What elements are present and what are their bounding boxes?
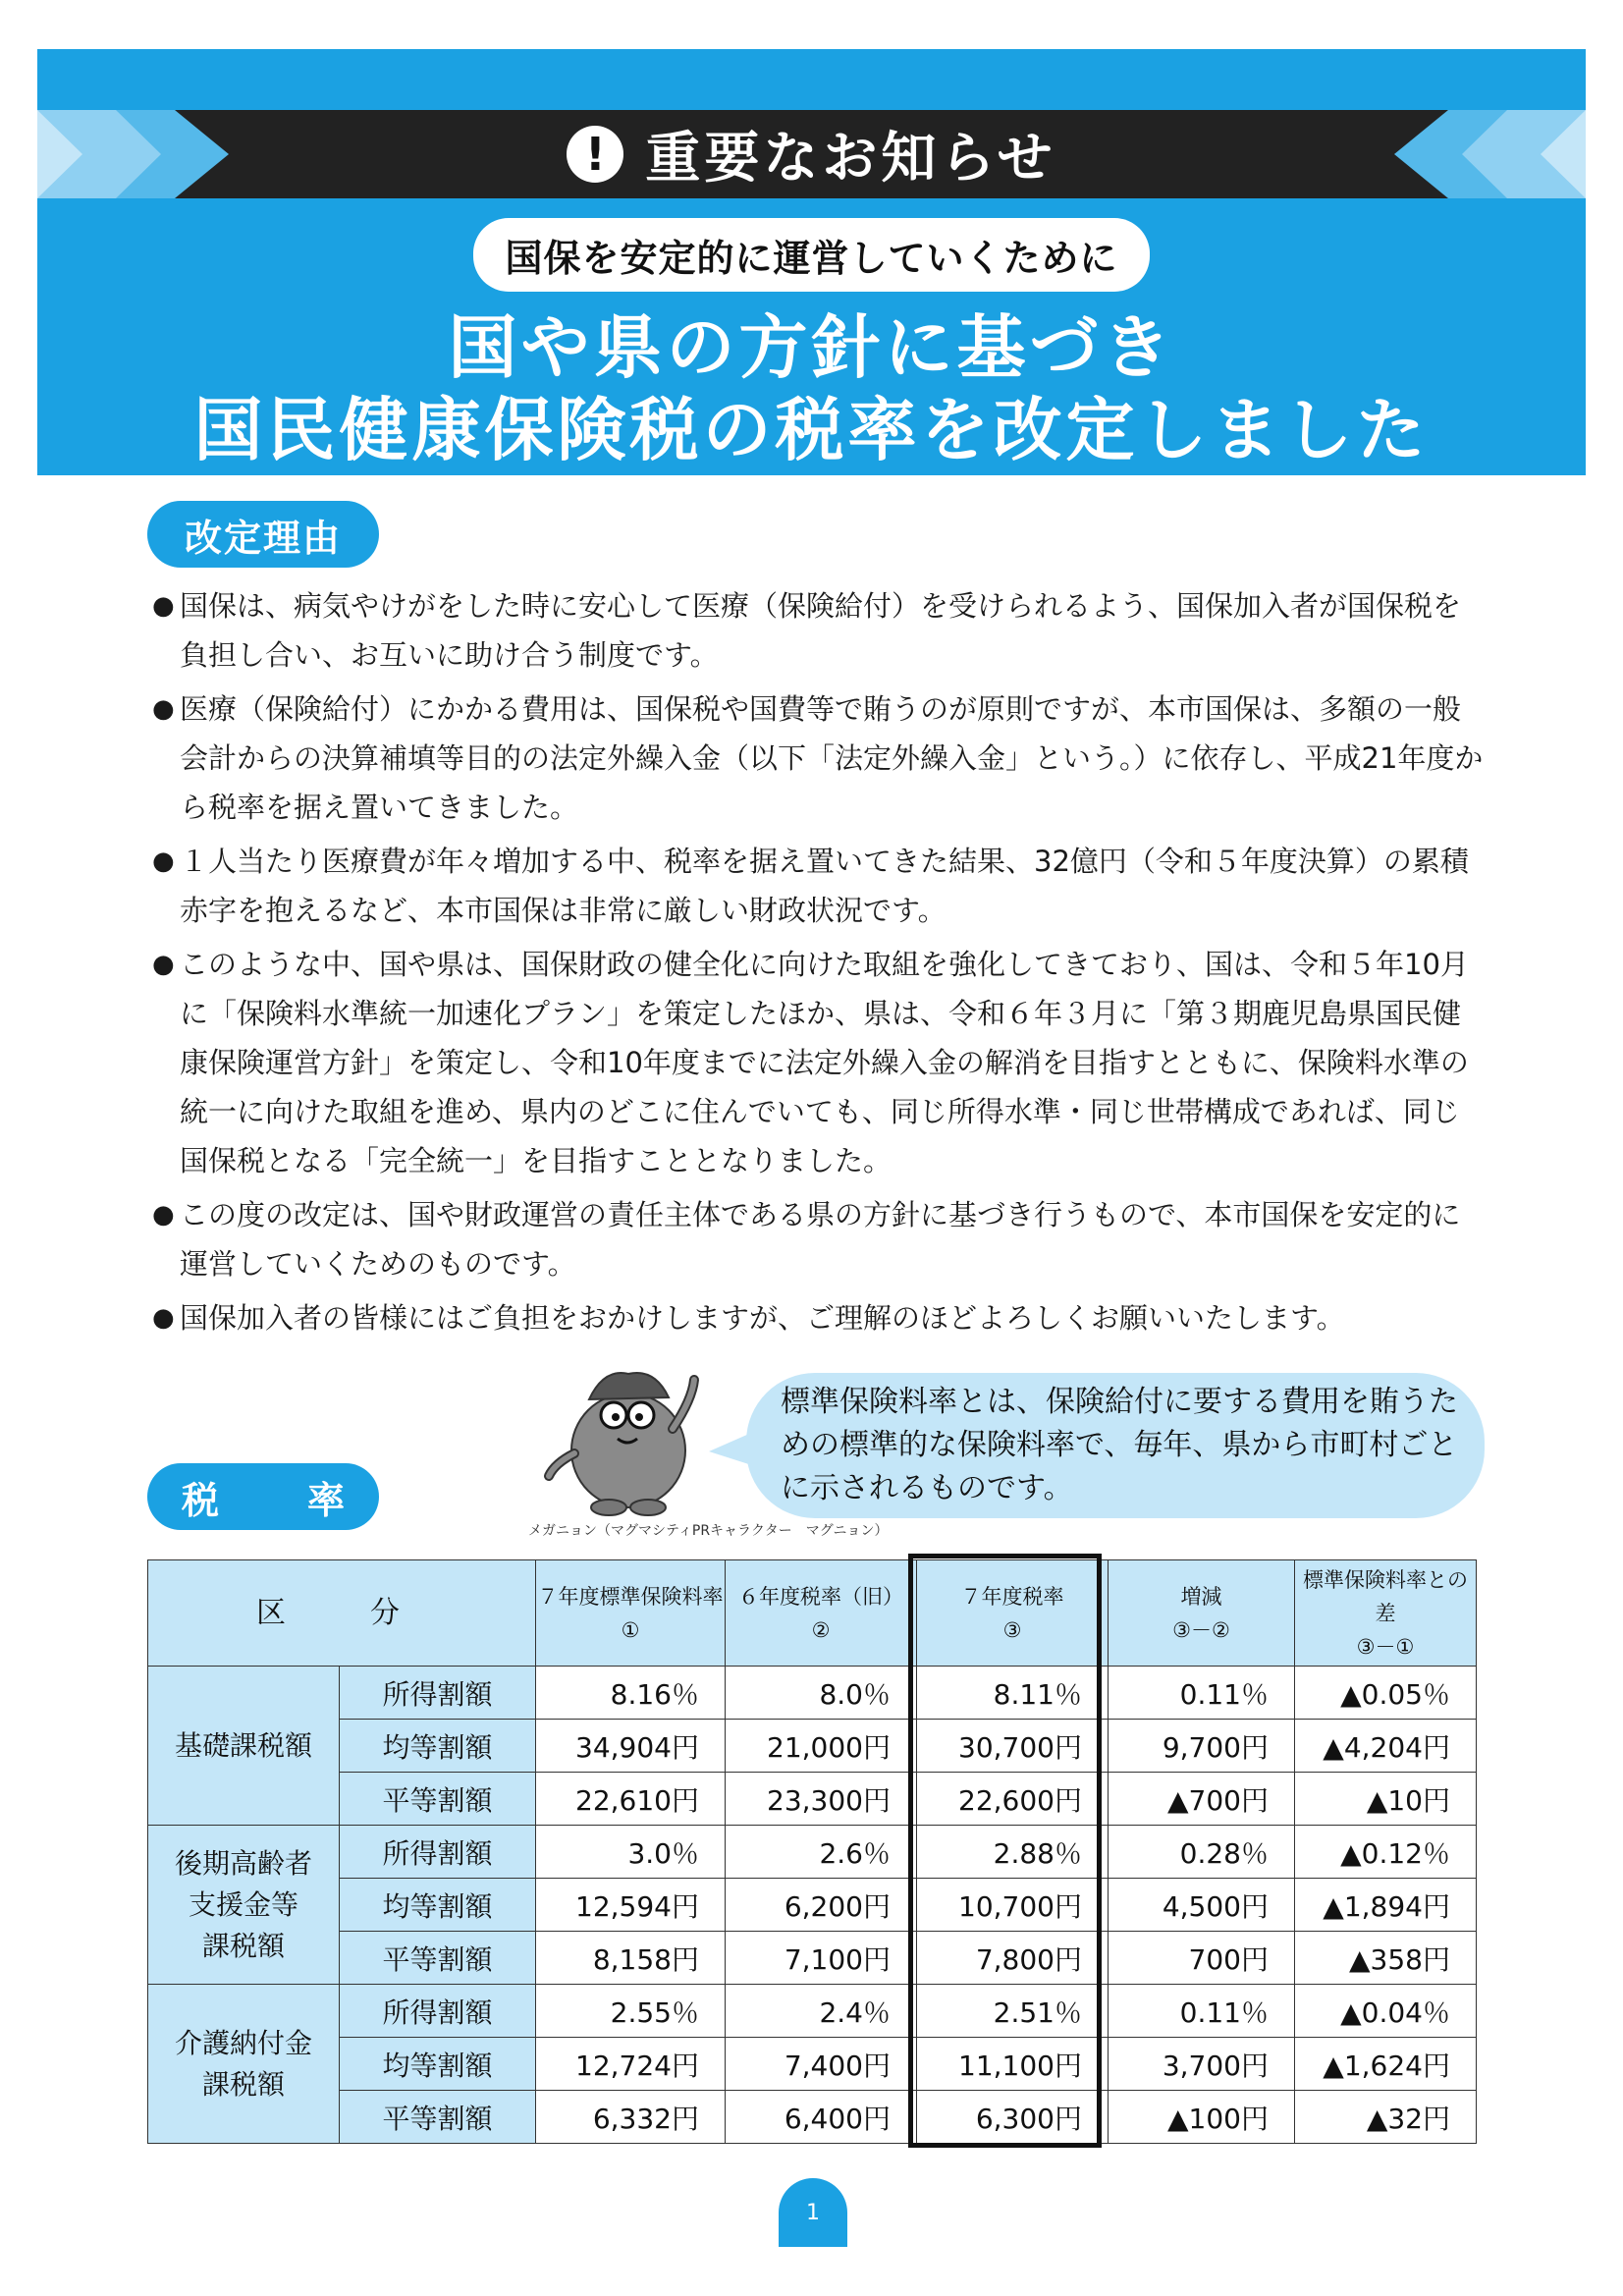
page-number: 1 [779,2178,847,2247]
group-label-line: 課税額 [201,1929,285,1962]
cell-value: ▲0.12％ [1295,1826,1477,1879]
table-row [148,2038,1477,2091]
cell-value: 22,610円 [536,1773,726,1826]
cell-value: 12,724円 [536,2038,726,2091]
cell-value: ▲358円 [1295,1932,1477,1985]
cell-value: 11,100円 [917,2038,1109,2091]
cell-value: 8.0％ [726,1667,917,1720]
cell-value: 0.11％ [1109,1985,1295,2038]
cell-value: 22,600円 [917,1773,1109,1826]
table-row [148,1879,1477,1932]
cell-value: 7,100円 [726,1932,917,1985]
cell-value: 3,700円 [1109,2038,1295,2091]
cell-value: ▲4,204円 [1295,1720,1477,1773]
cell-value: 10,700円 [917,1879,1109,1932]
group-label-elderly-support [148,1826,340,1985]
row-type: 平等割額 [340,1932,536,1985]
cell-value: 8,158円 [536,1932,726,1985]
table-row [148,1985,1477,2038]
row-type: 平等割額 [340,2091,536,2144]
row-type: 所得割額 [340,1826,536,1879]
subtitle-pill-wrap [0,218,1623,292]
reason-item: ● 国保は、病気やけがをした時に安心して医療（保険給付）を受けられるよう、国保加入者が国保税を負担し合い、お互いに助け合う制度です。 [152,581,1488,680]
table-header-row [148,1560,1477,1667]
row-type: 均等割額 [340,1720,536,1773]
header-old-rate [726,1560,917,1667]
exclamation-icon: ! [567,126,623,183]
table-row [148,1773,1477,1826]
cell-value: 7,400円 [726,2038,917,2091]
group-label-basic: 基礎課税額 [148,1667,340,1826]
table-row [148,1720,1477,1773]
table-row [148,1667,1477,1720]
cell-value: ▲0.04％ [1295,1985,1477,2038]
header-label: 標準保険料率との差 [1303,1567,1468,1625]
cell-value: ▲10円 [1295,1773,1477,1826]
group-label-line: 支援金等 [188,1887,298,1921]
cell-value: 2.88％ [917,1826,1109,1879]
header-mark: ③－① [1356,1634,1415,1659]
rate-section-tag: 税 率 [147,1463,379,1530]
speech-bubble-text: 標準保険料率とは、保険給付に要する費用を賄うための標準的な保険料率で、毎年、県から市町村ごとに示されるものです。 [781,1385,1458,1505]
group-label-line: 介護納付金 [174,2026,312,2059]
cell-value: 2.51％ [917,1985,1109,2038]
cell-value: 2.55％ [536,1985,726,2038]
reason-item: ● この度の改定は、国や財政運営の責任主体である県の方針に基づき行うもので、本市国保を安定的に運営していくためのものです。 [152,1190,1488,1288]
reason-item: ● 医療（保険給付）にかかる費用は、国保税や国費等で賄うのが原則ですが、本市国保は、多額の一般会計からの決算補填等目的の法定外繰入金（以下「法定外繰入金」という。）に依存し、平成21年度から税率を据え置いてきました。 [152,684,1488,832]
group-label-care [148,1985,340,2144]
row-type: 所得割額 [340,1985,536,2038]
cell-value: ▲1,894円 [1295,1879,1477,1932]
subtitle-pill: 国保を安定的に運営していくために [473,218,1149,292]
cell-value: 4,500円 [1109,1879,1295,1932]
reason-item: ● このような中、国や県は、国保財政の健全化に向けた取組を強化してきており、国は、令和５年10月に「保険料水準統一加速化プラン」を策定したほか、県は、令和６年３月に「第３期鹿児島県国民健康保険運営方針」を策定し、令和10年度までに法定外繰入金の解消を目指すとともに、保険料水準の統一に向けた取組を進め、県内のどこに住んでいても、同じ所得水準・同じ世帯構成であれば、同じ国保税となる「完全統一」を目指すこととなりました。 [152,940,1488,1185]
row-type: 均等割額 [340,1879,536,1932]
important-notice-text: 重要なお知らせ [645,127,1056,191]
table-row [148,2091,1477,2144]
cell-value: 0.11％ [1109,1667,1295,1720]
cell-value: ▲0.05％ [1295,1667,1477,1720]
group-label-line: 課税額 [201,2067,285,2101]
cell-value: 30,700円 [917,1720,1109,1773]
cell-value: ▲32円 [1295,2091,1477,2144]
row-type: 所得割額 [340,1667,536,1720]
cell-value: 3.0％ [536,1826,726,1879]
row-type: 均等割額 [340,2038,536,2091]
reason-item: ● １人当たり医療費が年々増加する中、税率を据え置いてきた結果、32億円（令和５年度決算）の累積赤字を抱えるなど、本市国保は非常に厳しい財政状況です。 [152,837,1488,935]
header-diff-standard [1295,1560,1477,1667]
table-row [148,1826,1477,1879]
header-mark: ③－② [1172,1617,1230,1642]
cell-value: 9,700円 [1109,1720,1295,1773]
row-type: 平等割額 [340,1773,536,1826]
reason-section-tag: 改定理由 [147,501,379,568]
cell-value: 6,200円 [726,1879,917,1932]
reason-item: ● 国保加入者の皆様にはご負担をおかけしますが、ご理解のほどよろしくお願いいたします。 [152,1293,1488,1342]
header-mark: ① [621,1617,640,1642]
cell-value: 23,300円 [726,1773,917,1826]
cell-value: 21,000円 [726,1720,917,1773]
headline-line-1: 国や県の方針に基づき [448,307,1175,388]
header-mark: ② [811,1617,831,1642]
important-notice-title [0,110,1623,198]
cell-value: 2.6％ [726,1826,917,1879]
reason-list [152,581,1488,1347]
cell-value: 6,400円 [726,2091,917,2144]
cell-value: 700円 [1109,1932,1295,1985]
cell-value: 2.4％ [726,1985,917,2038]
header-standard-rate [536,1560,726,1667]
header-label: ７年度税率 [960,1584,1064,1609]
cell-value: 12,594円 [536,1879,726,1932]
header-label: 増減 [1180,1584,1222,1609]
cell-value: 8.16％ [536,1667,726,1720]
header-label: ７年度標準保険料率 [537,1584,724,1609]
header-label: ６年度税率（旧） [738,1584,903,1609]
cell-value: 8.11％ [917,1667,1109,1720]
headline-line-2: 国民健康保険税の税率を改定しました [193,390,1430,470]
mascot-illustration [535,1360,722,1517]
header-top-band [37,49,1586,110]
group-label-line: 後期高齢者 [174,1846,312,1880]
header-mark: ③ [1002,1617,1022,1642]
cell-value: ▲100円 [1109,2091,1295,2144]
cell-value: ▲1,624円 [1295,2038,1477,2091]
cell-value: 6,332円 [536,2091,726,2144]
mascot-caption: メガニョン（マグマシティPRキャラクター マグニョン） [528,1523,889,1539]
tax-rate-table [147,1559,1477,2144]
cell-value: ▲700円 [1109,1773,1295,1826]
header-new-rate [917,1560,1109,1667]
cell-value: 7,800円 [917,1932,1109,1985]
table-row [148,1932,1477,1985]
header-kubun: 区 分 [148,1560,536,1667]
header-change [1109,1560,1295,1667]
cell-value: 0.28％ [1109,1826,1295,1879]
cell-value: 34,904円 [536,1720,726,1773]
cell-value: 6,300円 [917,2091,1109,2144]
